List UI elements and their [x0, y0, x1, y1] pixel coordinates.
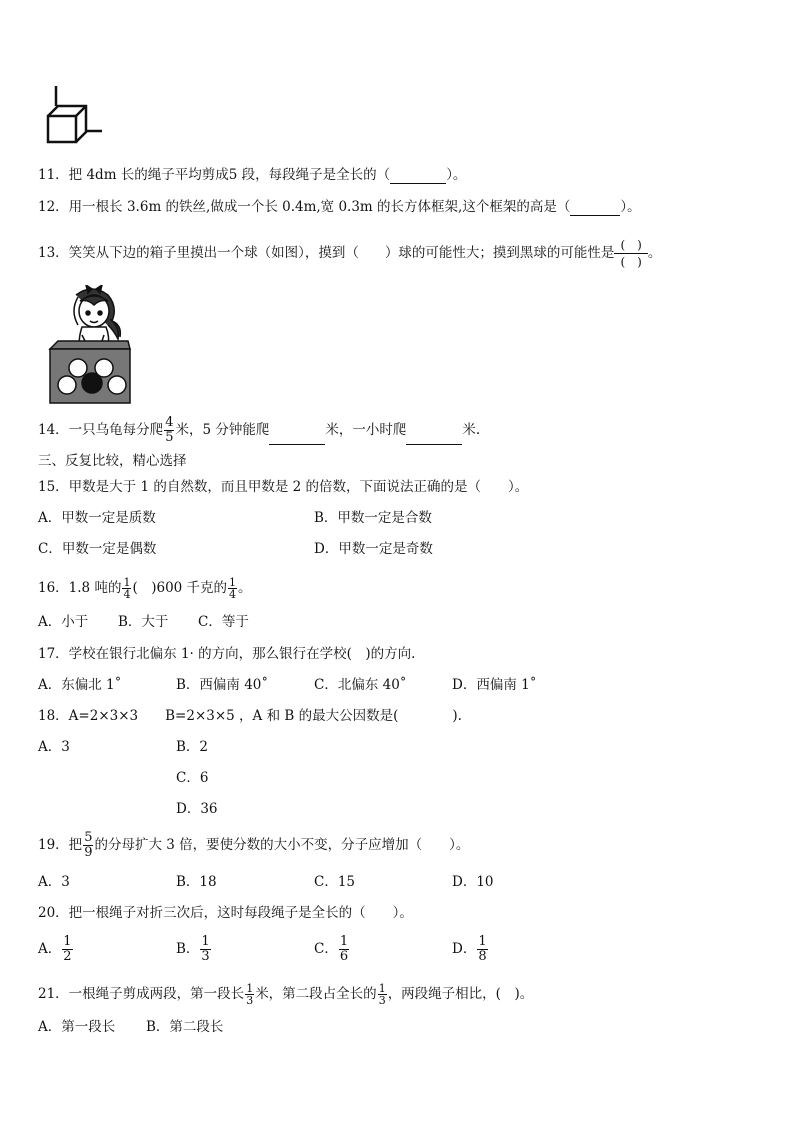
- fraction-answer[interactable]: $\frac{( )}{( )}$: [614, 237, 647, 270]
- option-a[interactable]: A． $\frac{1}{2}$: [38, 934, 72, 964]
- girl-box-figure: [48, 285, 134, 405]
- option-b[interactable]: B．西偏南 40˚: [176, 677, 269, 693]
- option-d[interactable]: D．甲数一定是奇数: [314, 541, 433, 557]
- section-heading: 三、反复比较，精心选择: [38, 453, 187, 469]
- option-a[interactable]: A．3: [38, 874, 70, 890]
- fraction: $\frac{1}{3}$: [378, 982, 386, 1007]
- fraction: $\frac{1}{8}$: [478, 934, 487, 964]
- option-c[interactable]: C．6: [176, 770, 209, 786]
- option-c[interactable]: C．15: [314, 874, 356, 890]
- question-18: 18．A=2×3×3 B=2×3×5 ，A 和 B 的最大公因数是( ).: [38, 708, 462, 724]
- option-c[interactable]: C．等于: [198, 614, 249, 630]
- fraction: $\frac{5}{9}$: [84, 830, 93, 860]
- option-a[interactable]: A．小于: [38, 614, 89, 630]
- option-b[interactable]: B． $\frac{1}{3}$: [176, 934, 210, 964]
- option-d[interactable]: D．36: [176, 801, 218, 817]
- question-15: 15．甲数是大于 1 的自然数，而且甲数是 2 的倍数，下面说法正确的是（ ）。: [38, 479, 529, 495]
- option-d[interactable]: D．西偏南 1˚: [452, 677, 537, 693]
- option-a[interactable]: A．甲数一定是质数: [38, 510, 156, 526]
- option-a[interactable]: A．第一段长: [38, 1019, 116, 1035]
- option-c[interactable]: C．北偏东 40˚: [314, 677, 407, 693]
- option-d[interactable]: D． $\frac{1}{8}$: [452, 934, 487, 964]
- question-11: 11．把 4dm 长的绳子平均剪成5 段，每段绳子是全长的（ ）。: [38, 167, 467, 183]
- question-20: 20．把一根绳子对折三次后，这时每段绳子是全长的（ ）。: [38, 905, 413, 921]
- answer-blank[interactable]: [269, 444, 325, 445]
- answer-blank[interactable]: [570, 215, 620, 216]
- option-b[interactable]: B．2: [176, 739, 209, 755]
- question-12: 12．用一根长 3.6m 的铁丝,做成一个长 0.4m,宽 0.3m 的长方体框架,这个框架的高是（ ）。: [38, 199, 641, 215]
- answer-blank[interactable]: [390, 183, 446, 184]
- fraction: $\frac{1}{2}$: [63, 934, 72, 964]
- fraction: $\frac{1}{4}$: [123, 576, 131, 601]
- question-19: 19．把 $\frac{5}{9}$ 的分母扩大 3 倍，要使分数的大小不变，分子应增加（ ）。: [38, 830, 470, 860]
- option-a[interactable]: A．3: [38, 739, 70, 755]
- cube-figure: [42, 84, 106, 148]
- question-21: 21．一根绳子剪成两段，第一段长 $\frac{1}{3}$ 米，第二段占全长的 $\frac{1}{3}$ ，两段绳子相比，( )。: [38, 982, 534, 1007]
- fraction: $\frac{1}{3}$: [201, 934, 210, 964]
- question-16: 16．1.8 吨的 $\frac{1}{4}$ ( )600 千克的 $\frac{1}{4}$ 。: [38, 576, 252, 601]
- option-b[interactable]: B．甲数一定是合数: [314, 510, 432, 526]
- question-13: 13．笑笑从下边的箱子里摸出一个球（如图），摸到（ ）球的可能性大；摸到黑球的可能性是 $\frac{( )}{( )}$ 。: [38, 238, 662, 269]
- answer-blank[interactable]: [406, 444, 462, 445]
- question-14: 14．一只乌龟每分爬 $\frac{4}{5}$ 米，5 分钟能爬 米，一小时爬 米.: [38, 415, 481, 445]
- option-b[interactable]: B．大于: [118, 614, 169, 630]
- fraction: $\frac{4}{5}$: [165, 415, 174, 445]
- option-c[interactable]: C．甲数一定是偶数: [38, 541, 157, 557]
- option-b[interactable]: B．第二段长: [146, 1019, 224, 1035]
- fraction: $\frac{1}{6}$: [339, 934, 349, 964]
- question-17: 17．学校在银行北偏东 1· 的方向，那么银行在学校( )的方向.: [38, 646, 416, 662]
- option-d[interactable]: D．10: [452, 874, 494, 890]
- fraction: $\frac{1}{4}$: [229, 576, 237, 601]
- option-a[interactable]: A．东偏北 1˚: [38, 677, 122, 693]
- option-c[interactable]: C． $\frac{1}{6}$: [314, 934, 349, 964]
- fraction: $\frac{1}{3}$: [246, 982, 254, 1007]
- option-b[interactable]: B．18: [176, 874, 217, 890]
